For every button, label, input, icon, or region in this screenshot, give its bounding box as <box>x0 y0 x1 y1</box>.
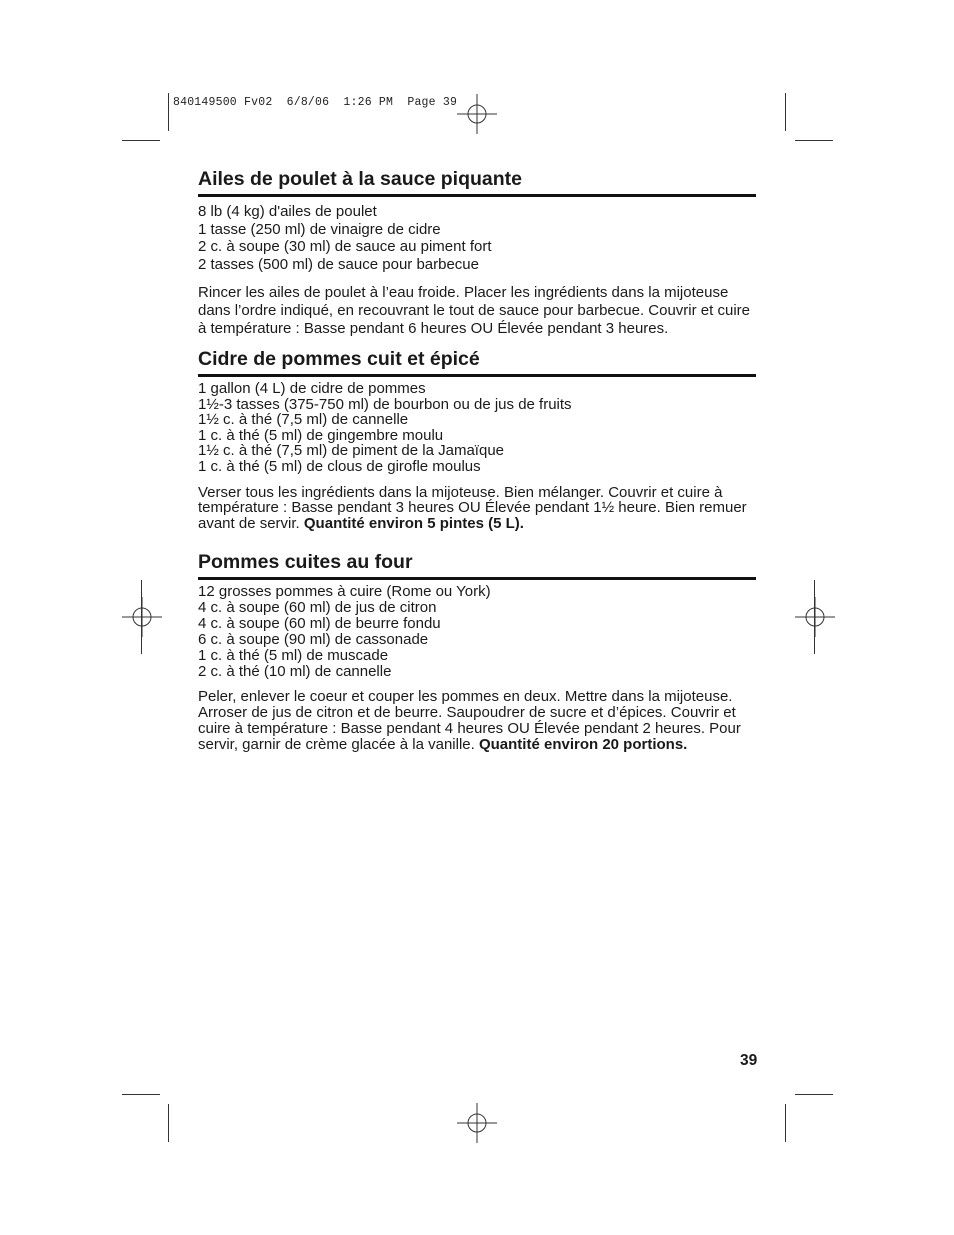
ingredient-list <box>198 381 756 475</box>
ingredient-item: 6 c. à soupe (90 ml) de cassonade <box>198 631 429 648</box>
instructions-text: Peler, enlever le coeur et couper les pommes en deux. Mettre dans la mijoteuse. Arroser de jus de citron et de beurre. Saupoudrer de sucre et d’épices. Couvrir et cuire à température : Basse pendant 4 heures OU Élevée pendant 2 heures. Pour servir, garnir de crème glacée à la vanille. <box>198 688 741 753</box>
recipe-chicken-wings <box>198 168 756 338</box>
registration-mark-icon <box>122 597 162 637</box>
page-number: 39 <box>740 1052 758 1069</box>
ingredient-item: 1½ c. à thé (7,5 ml) de cannelle <box>198 411 409 429</box>
crop-mark <box>122 140 160 141</box>
recipe-yield: Quantité environ 20 portions. <box>478 736 688 753</box>
recipe-spiced-cider <box>198 348 756 531</box>
ingredient-item: 12 grosses pommes à cuire (Rome ou York) <box>198 583 491 600</box>
ingredient-item: 2 tasses (500 ml) de sauce pour barbecue <box>198 255 479 273</box>
instructions-text: Rincer les ailes de poulet à l’eau froide. Placer les ingrédients dans la mijoteuse dans l’ordre indiqué, en recouvrant le tout de sauce pour barbecue. Couvrir et cuire à température : Basse pendant 6 heures OU Élevée pendant 3 heures. <box>198 284 750 337</box>
recipe-title: Ailes de poulet à la sauce piquante <box>198 168 756 197</box>
registration-mark-icon <box>457 1103 497 1143</box>
ingredient-item: 2 c. à soupe (30 ml) de sauce au piment fort <box>198 238 492 255</box>
ingredient-item: 8 lb (4 kg) d'ailes de poulet <box>198 203 377 220</box>
crop-mark <box>122 1094 160 1095</box>
ingredient-item: 1 tasse (250 ml) de vinaigre de cidre <box>198 220 441 238</box>
crop-mark <box>795 1094 833 1095</box>
ingredient-list <box>198 203 756 273</box>
ingredient-item: 1 c. à thé (5 ml) de muscade <box>198 647 389 664</box>
ingredient-item: 1 gallon (4 L) de cidre de pommes <box>198 380 426 397</box>
ingredient-item: 1½-3 tasses (375-750 ml) de bourbon ou de jus de fruits <box>198 395 572 413</box>
crop-mark <box>795 140 833 141</box>
crop-mark <box>141 580 142 654</box>
ingredient-item: 1 c. à thé (5 ml) de gingembre moulu <box>198 426 444 444</box>
recipe-title: Cidre de pommes cuit et épicé <box>198 348 756 377</box>
recipe-instructions <box>198 284 756 338</box>
ingredient-item: 2 c. à thé (10 ml) de cannelle <box>198 663 392 680</box>
instructions-text: Verser tous les ingrédients dans la mijoteuse. Bien mélanger. Couvrir et cuire à température : Basse pendant 3 heures OU Élevée pendant 1½ heure. Bien remuer avant de servir. <box>198 483 747 532</box>
crop-mark <box>814 580 815 654</box>
registration-mark-icon <box>795 597 835 637</box>
recipe-baked-apples <box>198 551 756 753</box>
recipe-instructions <box>198 689 756 753</box>
ingredient-list <box>198 584 756 680</box>
recipe-instructions <box>198 485 756 532</box>
ingredient-item: 4 c. à soupe (60 ml) de jus de citron <box>198 599 437 616</box>
ingredient-item: 1 c. à thé (5 ml) de clous de girofle moulus <box>198 457 481 475</box>
print-slug: 840149500 Fv02 6/8/06 1:26 PM Page 39 <box>173 96 458 109</box>
crop-mark <box>168 1104 169 1142</box>
recipe-yield: Quantité environ 5 pintes (5 L). <box>303 514 524 532</box>
crop-mark <box>785 93 786 131</box>
ingredient-item: 4 c. à soupe (60 ml) de beurre fondu <box>198 615 441 632</box>
recipe-title: Pommes cuites au four <box>198 551 756 580</box>
crop-mark <box>168 93 169 131</box>
registration-mark-icon <box>457 94 497 134</box>
ingredient-item: 1½ c. à thé (7,5 ml) de piment de la Jamaïque <box>198 442 504 460</box>
crop-mark <box>785 1104 786 1142</box>
